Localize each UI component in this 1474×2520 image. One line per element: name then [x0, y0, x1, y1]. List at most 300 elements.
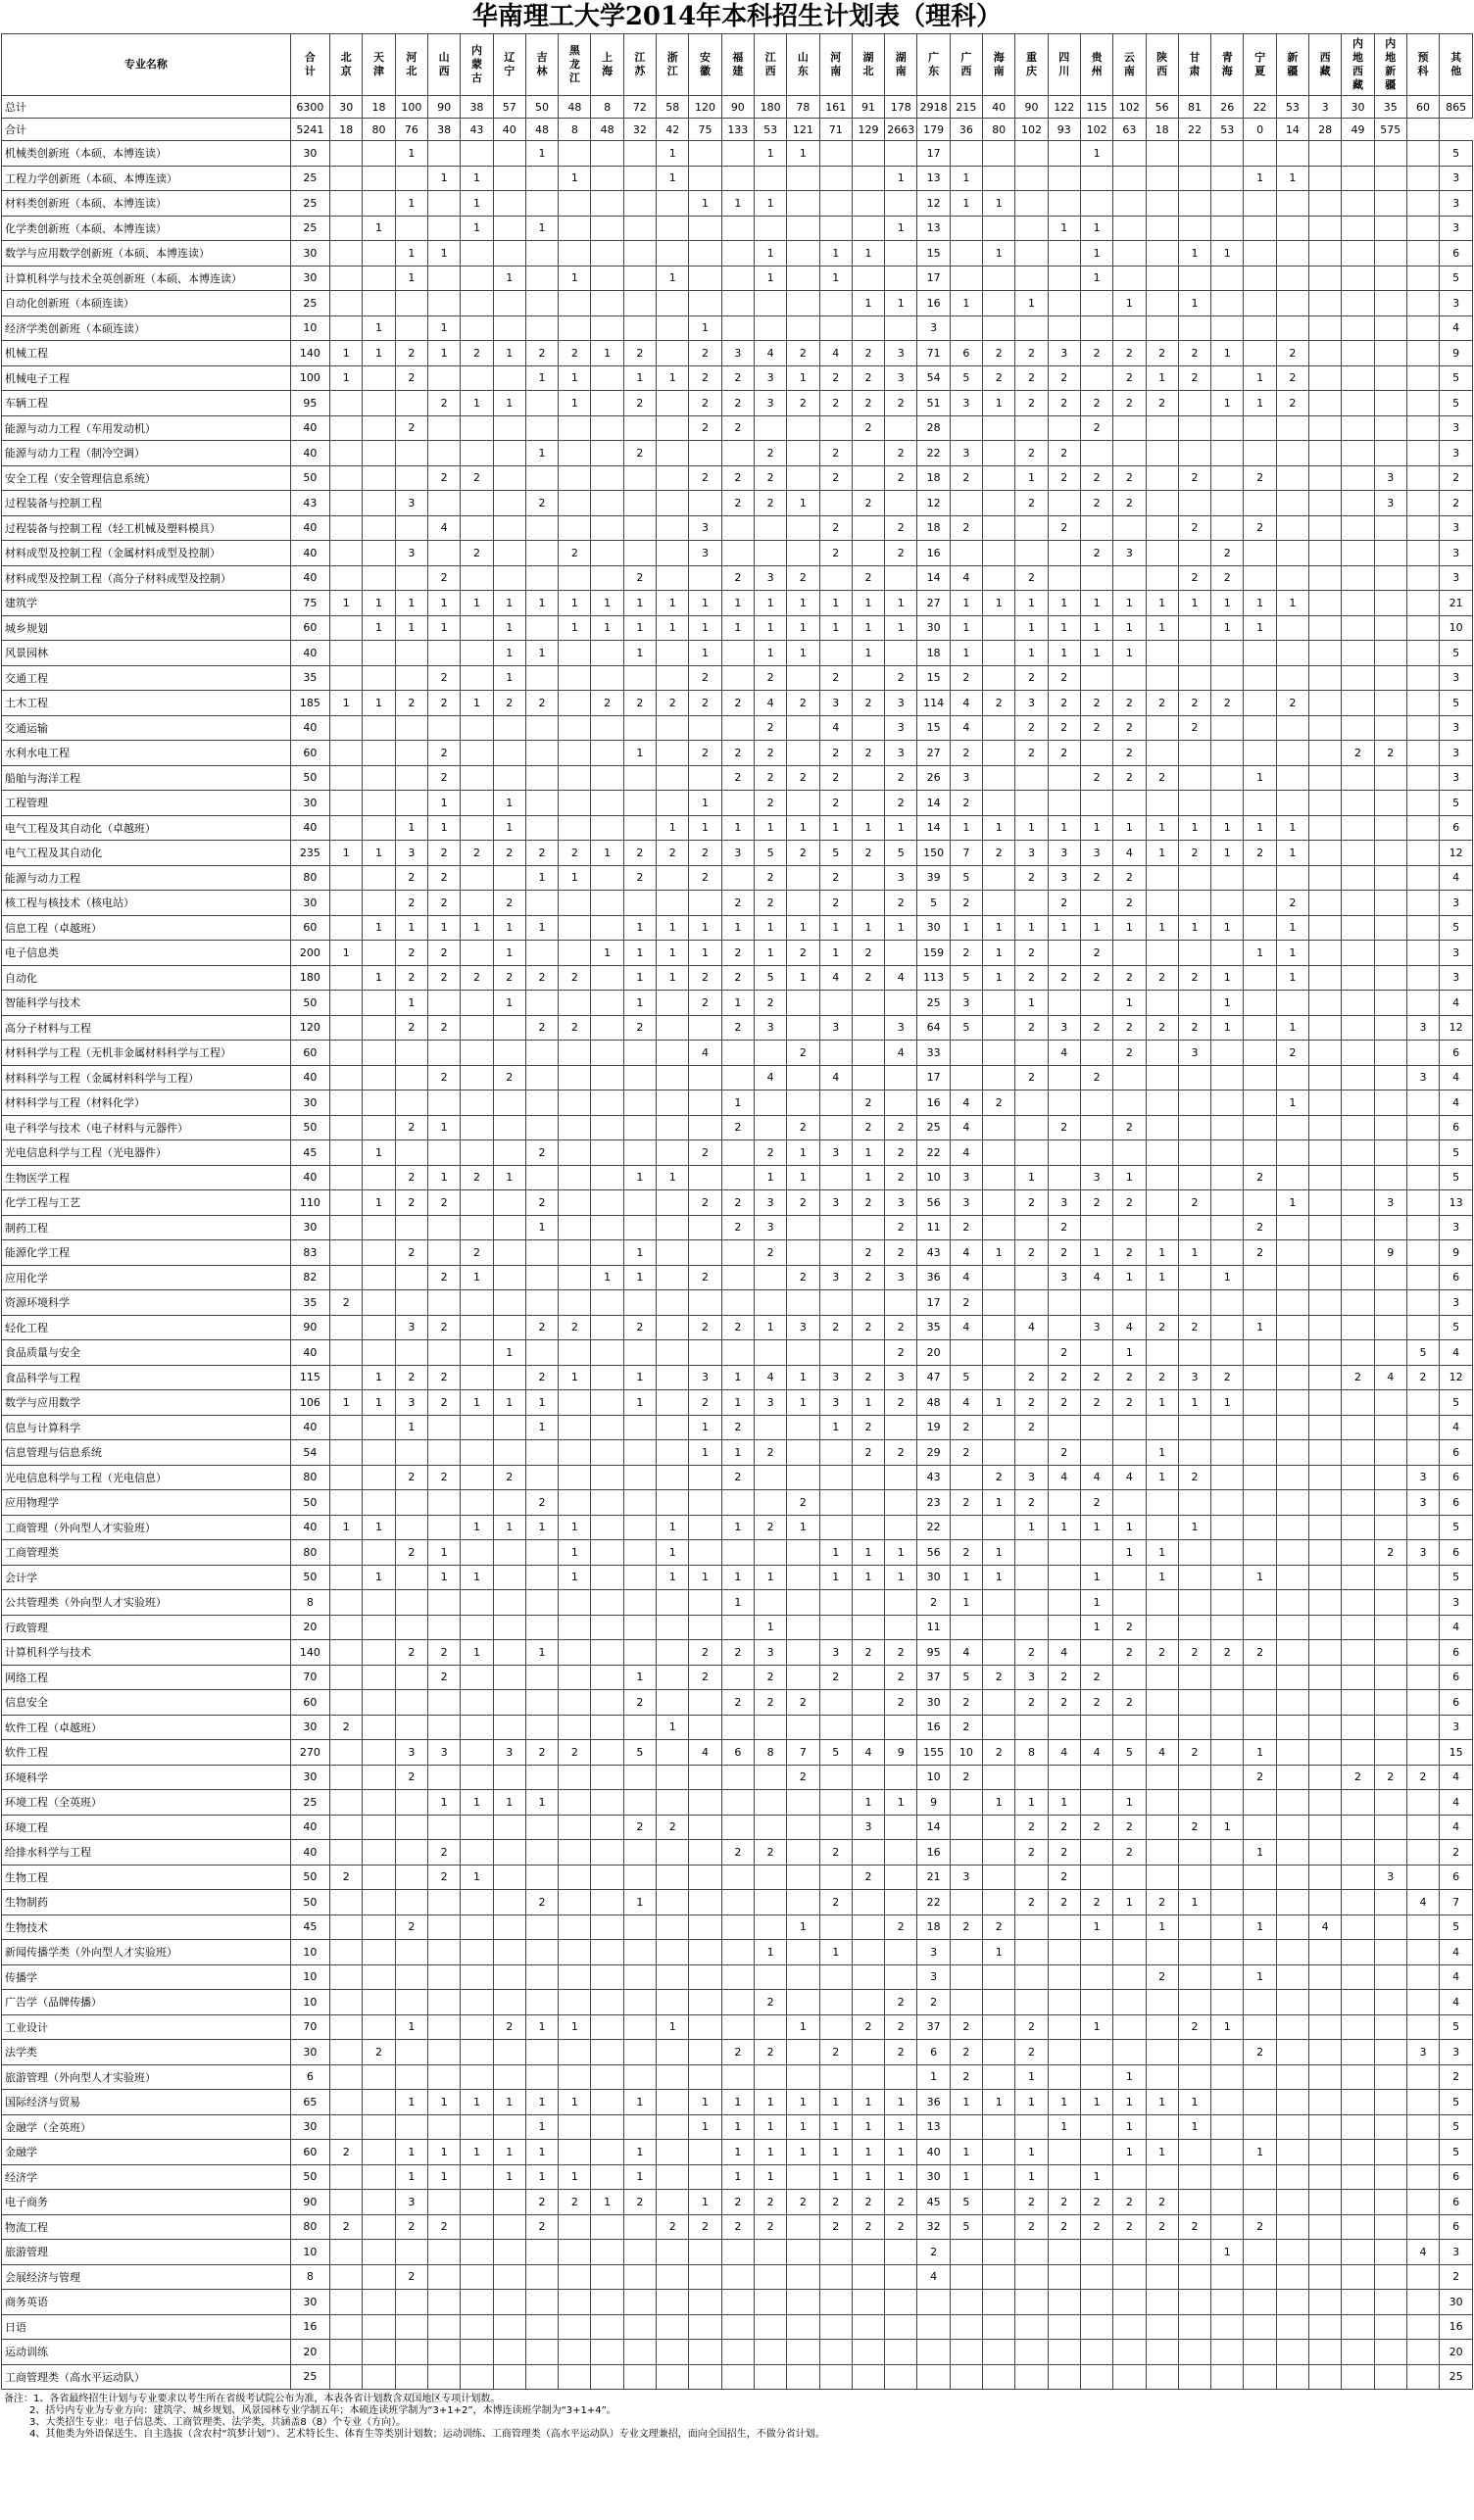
quota-cell [559, 1490, 591, 1516]
quota-cell: 1 [395, 991, 427, 1016]
quota-cell [559, 691, 591, 716]
quota-cell [493, 1715, 525, 1740]
quota-cell [1048, 791, 1080, 816]
quota-cell: 40 [290, 441, 329, 466]
quota-cell: 2 [721, 765, 754, 791]
quota-cell [559, 216, 591, 241]
quota-cell: 2 [950, 1715, 982, 1740]
quota-cell: 4 [1080, 1265, 1112, 1290]
major-name-cell: 国际经济与贸易 [2, 2090, 291, 2115]
quota-cell [1211, 1990, 1244, 2015]
quota-cell: 1 [525, 2114, 558, 2140]
quota-cell [395, 515, 427, 541]
quota-cell [1276, 1590, 1308, 1616]
quota-cell [1374, 1914, 1406, 1940]
quota-cell: 140 [290, 341, 329, 366]
quota-cell: 1 [461, 1790, 493, 1816]
quota-cell [1276, 266, 1308, 291]
table-row [2, 315, 1473, 341]
quota-cell [1211, 791, 1244, 816]
quota-cell [1374, 1840, 1406, 1866]
quota-cell [591, 1041, 623, 1066]
quota-cell: 2 [395, 1115, 427, 1140]
quota-cell [1309, 391, 1342, 416]
quota-cell [1309, 365, 1342, 391]
quota-cell [591, 2214, 623, 2240]
quota-cell [623, 765, 656, 791]
quota-cell [623, 1840, 656, 1866]
quota-cell [591, 1765, 623, 1790]
quota-cell [1244, 1490, 1276, 1516]
quota-cell [1342, 2164, 1374, 2190]
quota-cell: 1 [983, 1790, 1015, 1816]
quota-cell [1048, 1940, 1080, 1965]
quota-cell [559, 991, 591, 1016]
quota-cell [591, 1365, 623, 1390]
quota-cell [395, 1690, 427, 1716]
quota-cell: 2 [395, 1190, 427, 1216]
quota-cell: 2 [1113, 491, 1146, 516]
quota-cell [1178, 891, 1210, 916]
quota-cell: 3 [1440, 765, 1473, 791]
quota-cell: 4 [950, 1115, 982, 1140]
quota-cell: 6 [1440, 1265, 1473, 1290]
major-name-cell: 电子信息类 [2, 941, 291, 966]
quota-cell [1048, 1090, 1080, 1116]
quota-cell [591, 1090, 623, 1116]
quota-cell [461, 1415, 493, 1440]
quota-cell [1146, 791, 1178, 816]
quota-cell [363, 166, 395, 191]
quota-cell [1276, 2364, 1308, 2390]
quota-cell [983, 791, 1015, 816]
quota-cell: 2 [493, 891, 525, 916]
quota-cell [363, 1640, 395, 1666]
quota-cell: 2 [852, 1865, 884, 1890]
quota-cell [525, 1590, 558, 1616]
quota-cell: 10 [290, 1964, 329, 1990]
quota-cell [330, 1790, 363, 1816]
quota-cell [493, 1840, 525, 1866]
column-header: 内 蒙 古 [461, 34, 493, 96]
quota-cell: 1 [461, 691, 493, 716]
quota-cell: 2 [754, 2040, 786, 2065]
quota-cell: 1 [1113, 1340, 1146, 1366]
quota-cell [1244, 715, 1276, 741]
quota-cell [754, 2264, 786, 2290]
quota-cell [754, 541, 786, 566]
quota-cell [525, 191, 558, 217]
quota-cell [1244, 341, 1276, 366]
quota-cell [330, 2164, 363, 2190]
quota-cell: 38 [428, 119, 461, 141]
quota-cell [852, 2240, 884, 2265]
quota-cell [461, 1740, 493, 1766]
quota-cell [1406, 591, 1439, 616]
quota-cell [493, 2340, 525, 2365]
quota-cell [363, 465, 395, 491]
quota-cell: 1 [623, 641, 656, 666]
quota-cell: 1 [493, 1515, 525, 1540]
quota-cell: 1 [950, 2164, 982, 2190]
quota-cell: 1 [1048, 615, 1080, 641]
quota-cell [623, 715, 656, 741]
quota-cell: 2 [428, 391, 461, 416]
quota-cell: 1 [1146, 1565, 1178, 1590]
quota-cell: 2 [950, 1290, 982, 1316]
quota-cell: 2 [819, 1840, 852, 1866]
quota-cell: 2 [1015, 2014, 1048, 2040]
quota-cell [1146, 565, 1178, 591]
quota-cell: 3 [1080, 1315, 1112, 1340]
quota-cell [1276, 1115, 1308, 1140]
table-row [2, 1440, 1473, 1466]
quota-cell: 270 [290, 1740, 329, 1766]
quota-cell: 1 [1080, 2090, 1112, 2115]
quota-cell [1374, 665, 1406, 691]
quota-cell: 2 [689, 1190, 721, 1216]
quota-cell [1309, 1840, 1342, 1866]
major-name-cell: 传播学 [2, 1964, 291, 1990]
quota-cell: 1 [787, 1365, 819, 1390]
quota-cell [657, 1615, 689, 1640]
quota-cell [1374, 1715, 1406, 1740]
quota-cell [885, 2314, 917, 2340]
quota-cell [591, 2140, 623, 2165]
quota-cell [1374, 166, 1406, 191]
quota-cell: 2 [689, 341, 721, 366]
quota-cell: 1 [559, 865, 591, 891]
quota-cell: 14 [1276, 119, 1308, 141]
quota-cell [428, 1940, 461, 1965]
quota-cell: 57 [493, 96, 525, 119]
quota-cell [1309, 1240, 1342, 1266]
quota-cell: 4 [1048, 1041, 1080, 1066]
quota-cell: 1 [1211, 915, 1244, 941]
quota-cell: 1 [559, 2164, 591, 2190]
quota-cell: 15 [917, 241, 950, 267]
quota-cell [983, 1840, 1015, 1866]
quota-cell [1406, 119, 1439, 141]
quota-cell: 1 [1113, 1515, 1146, 1540]
quota-cell [1309, 191, 1342, 217]
quota-cell [623, 1990, 656, 2015]
quota-cell [559, 441, 591, 466]
quota-cell [1276, 315, 1308, 341]
quota-cell: 2 [721, 465, 754, 491]
quota-cell: 3 [1440, 665, 1473, 691]
quota-cell: 1 [1178, 2090, 1210, 2115]
quota-cell: 35 [1374, 96, 1406, 119]
quota-cell [559, 1265, 591, 1290]
quota-cell: 1 [754, 941, 786, 966]
quota-cell: 13 [917, 216, 950, 241]
quota-cell: 1 [525, 1790, 558, 1816]
quota-cell [983, 2214, 1015, 2240]
quota-cell [721, 315, 754, 341]
quota-cell: 2 [1113, 1115, 1146, 1140]
quota-cell: 1 [657, 1515, 689, 1540]
table-row [2, 1465, 1473, 1490]
quota-cell [1080, 2364, 1112, 2390]
quota-cell [1309, 765, 1342, 791]
quota-cell [819, 291, 852, 316]
quota-cell: 2 [721, 2214, 754, 2240]
quota-cell [1244, 1090, 1276, 1116]
quota-cell [689, 141, 721, 167]
quota-cell [1244, 2064, 1276, 2090]
quota-cell: 2 [1048, 391, 1080, 416]
quota-cell [1309, 216, 1342, 241]
quota-cell [689, 2040, 721, 2065]
quota-cell [1080, 2064, 1112, 2090]
quota-cell: 4 [1440, 1990, 1473, 2015]
quota-cell: 30 [1342, 96, 1374, 119]
quota-cell: 1 [983, 1940, 1015, 1965]
quota-cell [852, 1465, 884, 1490]
quota-cell: 30 [290, 2114, 329, 2140]
quota-cell: 1 [461, 1265, 493, 1290]
quota-cell: 1 [1178, 2114, 1210, 2140]
major-name-cell: 机械电子工程 [2, 365, 291, 391]
quota-cell [852, 1590, 884, 1616]
quota-cell [787, 715, 819, 741]
quota-cell [1146, 465, 1178, 491]
quota-cell [1276, 1964, 1308, 1990]
quota-cell [1113, 1715, 1146, 1740]
quota-cell [983, 1440, 1015, 1466]
quota-cell [1406, 2314, 1439, 2340]
quota-cell [689, 2290, 721, 2315]
table-row [2, 341, 1473, 366]
quota-cell [1374, 815, 1406, 841]
quota-cell: 1 [689, 2114, 721, 2140]
quota-cell: 1 [623, 991, 656, 1016]
quota-cell: 1 [363, 915, 395, 941]
quota-cell [395, 1090, 427, 1116]
quota-cell [1342, 1140, 1374, 1166]
quota-cell [754, 1340, 786, 1366]
quota-cell: 2 [1048, 365, 1080, 391]
quota-cell [525, 1440, 558, 1466]
quota-cell: 2 [885, 1690, 917, 1716]
quota-cell [461, 1365, 493, 1390]
quota-cell [1211, 1140, 1244, 1166]
quota-cell [1146, 1165, 1178, 1190]
quota-cell: 3 [395, 1315, 427, 1340]
quota-cell [787, 1590, 819, 1616]
quota-cell [852, 1015, 884, 1041]
table-row [2, 2264, 1473, 2290]
table-row [2, 491, 1473, 516]
quota-cell [885, 2340, 917, 2365]
quota-cell [1048, 2290, 1080, 2315]
note-line: 2、括号内专业为专业方向：建筑学、城乡规划、风景园林专业学制五年；本硕连读班学制为“3+1+2”，本博连读班学制为“3+1+4”。 [29, 2405, 616, 2416]
quota-cell [330, 391, 363, 416]
quota-cell [330, 2064, 363, 2090]
quota-cell [689, 2364, 721, 2390]
quota-cell [1178, 1914, 1210, 1940]
quota-cell [1244, 1015, 1276, 1041]
quota-cell: 2 [721, 391, 754, 416]
quota-cell [525, 1065, 558, 1090]
quota-cell [493, 2264, 525, 2290]
quota-cell: 2 [1178, 1315, 1210, 1340]
major-name-cell: 信息安全 [2, 1690, 291, 1716]
quota-cell [983, 2264, 1015, 2290]
quota-cell [363, 1540, 395, 1566]
quota-cell: 2 [754, 1240, 786, 1266]
quota-cell: 1 [559, 1540, 591, 1566]
quota-cell: 25 [1440, 2364, 1473, 2390]
quota-cell: 3 [754, 1390, 786, 1416]
quota-cell: 1 [950, 1590, 982, 1616]
quota-cell [819, 1165, 852, 1190]
quota-cell [1146, 415, 1178, 441]
quota-cell [1146, 1515, 1178, 1540]
quota-cell: 1 [1113, 1890, 1146, 1915]
quota-cell [1244, 965, 1276, 991]
quota-cell [591, 441, 623, 466]
quota-cell: 2 [525, 491, 558, 516]
quota-cell [1374, 191, 1406, 217]
quota-cell: 1 [950, 291, 982, 316]
quota-cell [721, 291, 754, 316]
quota-cell [623, 2214, 656, 2240]
quota-cell [1342, 515, 1374, 541]
quota-cell [1374, 1640, 1406, 1666]
quota-cell: 5 [950, 2190, 982, 2215]
quota-cell: 1 [819, 1940, 852, 1965]
quota-cell [787, 1440, 819, 1466]
quota-cell [395, 2240, 427, 2265]
quota-cell [1342, 1565, 1374, 1590]
quota-cell: 70 [290, 2014, 329, 2040]
quota-cell: 12 [1440, 841, 1473, 866]
quota-cell [1374, 1415, 1406, 1440]
quota-cell: 2 [983, 1740, 1015, 1766]
quota-cell [1276, 1390, 1308, 1416]
quota-cell: 1 [559, 365, 591, 391]
quota-cell [885, 1290, 917, 1316]
quota-cell: 5 [1440, 2140, 1473, 2165]
quota-cell [1015, 166, 1048, 191]
quota-cell: 2 [1178, 1740, 1210, 1766]
quota-cell [493, 1665, 525, 1690]
quota-cell [395, 1590, 427, 1616]
quota-cell: 2 [1276, 691, 1308, 716]
quota-cell [885, 1840, 917, 1866]
quota-cell [1211, 2164, 1244, 2190]
quota-cell: 2 [525, 1190, 558, 1216]
quota-cell: 3 [395, 1740, 427, 1766]
quota-cell [1406, 216, 1439, 241]
quota-cell: 38 [461, 96, 493, 119]
quota-cell [657, 1340, 689, 1366]
major-name-cell: 能源与动力工程（车用发动机） [2, 415, 291, 441]
quota-cell [493, 365, 525, 391]
table-row [2, 1665, 1473, 1690]
quota-cell: 2 [428, 741, 461, 766]
quota-cell: 1 [461, 191, 493, 217]
quota-cell: 2 [852, 965, 884, 991]
quota-cell: 2 [428, 1390, 461, 1416]
quota-cell: 1 [395, 141, 427, 167]
quota-cell [754, 1590, 786, 1616]
quota-cell [885, 1890, 917, 1915]
quota-cell: 2 [395, 415, 427, 441]
quota-cell [1309, 2190, 1342, 2215]
quota-cell: 40 [290, 815, 329, 841]
quota-cell [819, 1465, 852, 1490]
quota-cell: 2 [754, 715, 786, 741]
quota-cell: 1 [525, 2014, 558, 2040]
quota-cell: 1 [852, 2090, 884, 2115]
quota-cell: 2 [1080, 1065, 1112, 1090]
quota-cell [885, 1765, 917, 1790]
quota-cell: 3 [689, 1365, 721, 1390]
quota-cell: 2 [525, 1365, 558, 1390]
quota-cell: 2 [950, 1690, 982, 1716]
major-name-cell: 软件工程 [2, 1740, 291, 1766]
quota-cell [1113, 1940, 1146, 1965]
quota-cell [461, 141, 493, 167]
column-header: 新 疆 [1276, 34, 1308, 96]
quota-cell: 2 [885, 1914, 917, 1940]
quota-cell [721, 1290, 754, 1316]
quota-cell [591, 665, 623, 691]
quota-cell [1309, 915, 1342, 941]
quota-cell [363, 1340, 395, 1366]
quota-cell: 2 [395, 1465, 427, 1490]
quota-cell: 2 [1080, 465, 1112, 491]
quota-cell: 2 [787, 765, 819, 791]
quota-cell: 5 [1113, 1740, 1146, 1766]
quota-cell: 1 [983, 241, 1015, 267]
quota-cell [623, 1465, 656, 1490]
quota-cell: 2 [852, 2014, 884, 2040]
quota-cell [1406, 2364, 1439, 2390]
quota-cell: 2 [1113, 465, 1146, 491]
quota-cell [330, 1090, 363, 1116]
quota-cell: 2 [559, 841, 591, 866]
quota-cell: 3 [885, 1365, 917, 1390]
quota-cell: 3 [819, 1190, 852, 1216]
quota-cell: 2 [1080, 941, 1112, 966]
quota-cell: 1 [1276, 591, 1308, 616]
quota-cell [787, 1940, 819, 1965]
quota-cell [1244, 1390, 1276, 1416]
quota-cell [1015, 1265, 1048, 1290]
quota-cell [787, 1990, 819, 2015]
quota-cell: 3 [1440, 1290, 1473, 1316]
quota-cell [983, 2314, 1015, 2340]
quota-cell: 5 [1440, 791, 1473, 816]
quota-cell: 26 [1211, 96, 1244, 119]
quota-cell: 6 [917, 2040, 950, 2065]
quota-cell [461, 1440, 493, 1466]
quota-cell [754, 1265, 786, 1290]
quota-cell [525, 1665, 558, 1690]
quota-cell: 1 [1211, 2014, 1244, 2040]
quota-cell: 2 [1244, 841, 1276, 866]
quota-cell: 50 [525, 96, 558, 119]
column-header: 黑 龙 江 [559, 34, 591, 96]
quota-cell [689, 266, 721, 291]
quota-cell [1342, 941, 1374, 966]
quota-cell [1048, 2240, 1080, 2265]
quota-cell [363, 2140, 395, 2165]
